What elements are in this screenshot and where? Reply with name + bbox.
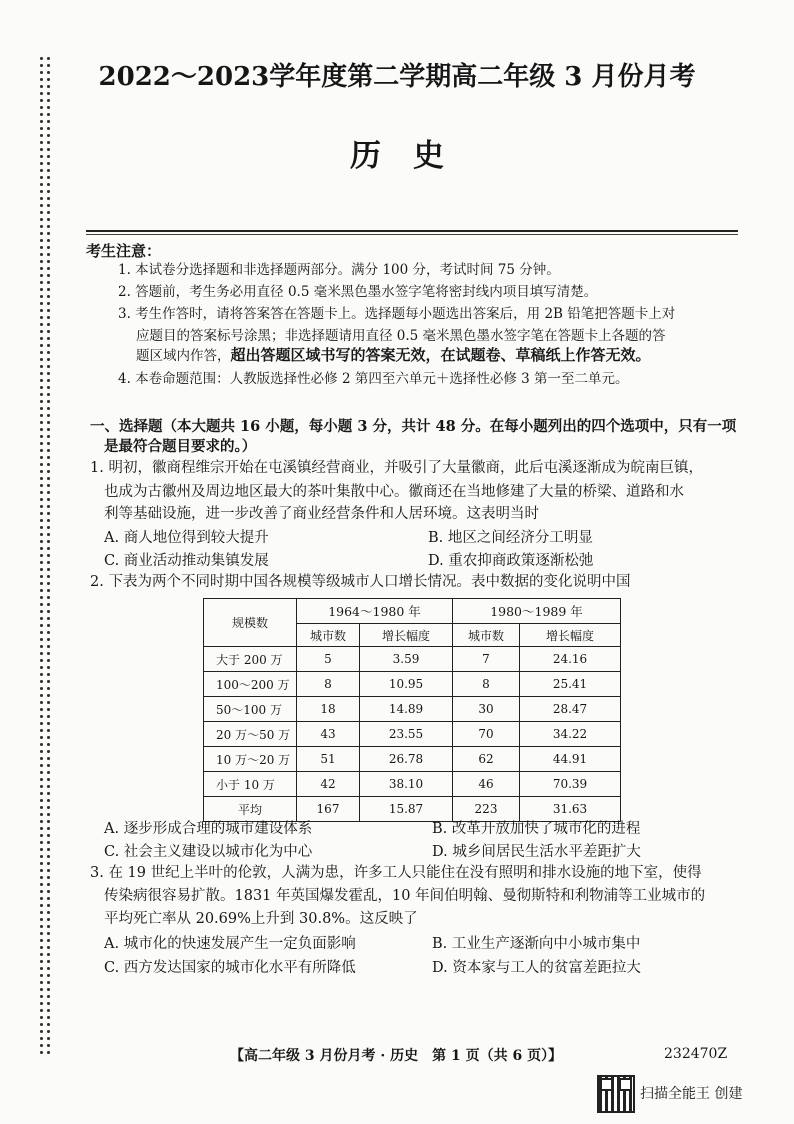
q1-stem-line3: 利等基础设施，进一步改善了商业经营条件和人居环境。这表明当时 <box>104 506 539 522</box>
cell-growth-1: 14.89 <box>360 697 453 722</box>
notice-item-3-cont2 <box>136 344 738 367</box>
qr-code-icon <box>597 1075 635 1113</box>
table-row <box>204 772 621 797</box>
table-row <box>204 672 621 697</box>
cell-growth-1: 38.10 <box>360 772 453 797</box>
table-row <box>204 697 621 722</box>
cell-count-2: 46 <box>453 772 520 797</box>
q3-stem-line1: 3. 在 19 世纪上半叶的伦敦，人满为患，许多工人只能住在没有照明和排水设施的地下室，使得 <box>90 865 702 881</box>
row-label: 小于 10 万 <box>204 772 297 797</box>
row-label: 10 万～20 万 <box>204 747 297 772</box>
notice-item-1: 1. 本试卷分选择题和非选择题两部分。满分 100 分，考试时间 75 分钟。 <box>118 262 560 278</box>
q2-option-c: C. 社会主义建设以城市化为中心 <box>104 844 313 860</box>
q2-option-a: A. 逐步形成合理的城市建设体系 <box>104 821 313 837</box>
cell-count-1: 5 <box>297 647 360 672</box>
notice-item-3-tail: 题区域内作答， <box>136 348 231 364</box>
notice-heading: 考生注意： <box>86 242 162 260</box>
cell-growth-1: 15.87 <box>360 797 453 822</box>
cell-growth-2: 70.39 <box>520 772 621 797</box>
cell-growth-1: 26.78 <box>360 747 453 772</box>
table-corner: 规模数 <box>204 599 297 647</box>
paper-code: 232470Z <box>664 1046 728 1062</box>
table-row <box>204 647 621 672</box>
q3-option-b: B. 工业生产逐渐向中小城市集中 <box>432 936 641 952</box>
cell-growth-1: 3.59 <box>360 647 453 672</box>
row-label: 100～200 万 <box>204 672 297 697</box>
cell-count-1: 43 <box>297 722 360 747</box>
q1-option-d: D. 重农抑商政策逐渐松弛 <box>428 553 594 569</box>
q1-option-a: A. 商人地位得到较大提升 <box>104 530 269 546</box>
cell-count-2: 7 <box>453 647 520 672</box>
q3-stem-line3: 平均死亡率从 20.69%上升到 30.8%。这反映了 <box>104 911 418 927</box>
cell-growth-2: 25.41 <box>520 672 621 697</box>
binding-dots <box>38 55 52 1055</box>
col-count-2: 城市数 <box>453 624 520 647</box>
cell-growth-2: 44.91 <box>520 747 621 772</box>
q3-option-d: D. 资本家与工人的贫富差距拉大 <box>432 960 641 976</box>
table-period-1: 1964～1980 年 <box>297 599 453 624</box>
cell-count-2: 62 <box>453 747 520 772</box>
cell-growth-1: 23.55 <box>360 722 453 747</box>
q3-option-a: A. 城市化的快速发展产生一定负面影响 <box>104 936 356 952</box>
cell-growth-2: 28.47 <box>520 697 621 722</box>
q1-stem-line2: 也成为古徽州及周边地区最大的茶叶集散中心。徽商还在当地修建了大量的桥梁、道路和水 <box>104 484 684 500</box>
notice-item-3: 3. 考生作答时，请将答案答在答题卡上。选择题每小题选出答案后，用 2B 铅笔把答题卡上对 <box>118 306 676 322</box>
cell-count-2: 8 <box>453 672 520 697</box>
q2-stem: 2. 下表为两个不同时期中国各规模等级城市人口增长情况。表中数据的变化说明中国 <box>90 574 631 590</box>
city-population-table <box>203 598 621 822</box>
q3-option-c: C. 西方发达国家的城市化水平有所降低 <box>104 960 356 976</box>
table-row <box>204 722 621 747</box>
notice-item-4: 4. 本卷命题范围：人教版选择性必修 2 第四至六单元＋选择性必修 3 第一至二单元。 <box>118 371 629 387</box>
header-rule-thin <box>86 234 738 235</box>
table-row <box>204 747 621 772</box>
header-rule <box>86 230 738 232</box>
notice-item-2: 2. 答题前，考生务必用直径 0.5 毫米黑色墨水签字笔将密封线内项目填写清楚。 <box>118 284 598 300</box>
q2-option-b: B. 改革开放加快了城市化的进程 <box>432 821 641 837</box>
exam-title: 2022～2023学年度第二学期高二年级 3 月份月考 <box>98 62 696 92</box>
q2-option-d: D. 城乡间居民生活水平差距扩大 <box>432 844 641 860</box>
cell-count-1: 42 <box>297 772 360 797</box>
row-label: 平均 <box>204 797 297 822</box>
section-instruction-cont: 是最符合题目要求的。） <box>104 438 257 455</box>
col-count-1: 城市数 <box>297 624 360 647</box>
section-instruction: 一、选择题（本大题共 16 小题，每小题 3 分，共计 48 分。在每小题列出的四个选项中，只有一项 <box>90 418 737 435</box>
cell-count-1: 18 <box>297 697 360 722</box>
cell-count-1: 8 <box>297 672 360 697</box>
cell-count-2: 223 <box>453 797 520 822</box>
cell-growth-1: 10.95 <box>360 672 453 697</box>
cell-growth-2: 31.63 <box>520 797 621 822</box>
notice-item-3-cont: 应题目的答案标号涂黑；非选择题请用直径 0.5 毫米黑色墨水签字笔在答题卡上各题的答 <box>136 328 666 344</box>
subject-title: 历史 <box>350 138 476 174</box>
q1-option-c: C. 商业活动推动集镇发展 <box>104 553 269 569</box>
cell-count-2: 30 <box>453 697 520 722</box>
cell-growth-2: 34.22 <box>520 722 621 747</box>
cell-growth-2: 24.16 <box>520 647 621 672</box>
q3-stem-line2: 传染病很容易扩散。1831 年英国爆发霍乱，10 年间伯明翰、曼彻斯特和利物浦等工业城市的 <box>104 888 706 904</box>
table-period-2: 1980～1989 年 <box>453 599 621 624</box>
col-growth-2: 增长幅度 <box>520 624 621 647</box>
page-footer: 【高二年级 3 月份月考 · 历史 第 1 页（共 6 页）】 <box>230 1048 563 1064</box>
cell-count-1: 167 <box>297 797 360 822</box>
row-label: 大于 200 万 <box>204 647 297 672</box>
row-label: 50～100 万 <box>204 697 297 722</box>
q1-stem-line1: 1. 明初，徽商程维宗开始在屯溪镇经营商业，并吸引了大量徽商，此后屯溪逐渐成为皖南巨镇， <box>90 460 703 476</box>
cell-count-1: 51 <box>297 747 360 772</box>
notice-warning: 超出答题区域书写的答案无效，在试题卷、草稿纸上作答无效。 <box>230 346 651 364</box>
col-growth-1: 增长幅度 <box>360 624 453 647</box>
row-label: 20 万～50 万 <box>204 722 297 747</box>
q1-option-b: B. 地区之间经济分工明显 <box>428 530 593 546</box>
scanner-watermark: 扫描全能王 创建 <box>640 1086 743 1102</box>
cell-count-2: 70 <box>453 722 520 747</box>
